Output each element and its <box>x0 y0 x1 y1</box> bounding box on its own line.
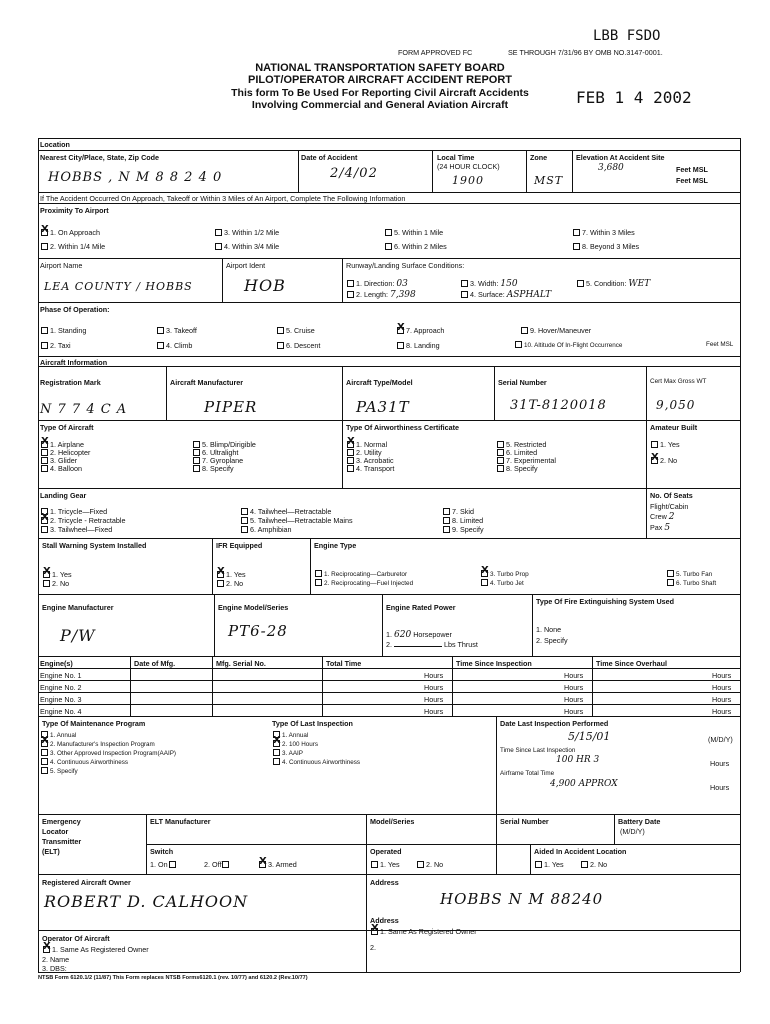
stamp-date: FEB 1 4 2002 <box>576 88 692 107</box>
last-3[interactable]: 3. AAIP <box>272 749 303 757</box>
switch-off[interactable]: 2. Off <box>204 860 231 869</box>
checkbox[interactable] <box>157 342 164 349</box>
feet-msl-2: Feet MSL <box>676 176 708 185</box>
checkbox[interactable] <box>667 579 674 586</box>
checkbox[interactable] <box>41 749 48 756</box>
feet-msl-1: Feet MSL <box>676 165 708 174</box>
fire-none[interactable]: 1. None <box>536 625 562 634</box>
checkbox-checked[interactable] <box>397 327 404 334</box>
hours: Hours <box>424 683 444 692</box>
prox-4[interactable]: 4. Within 3/4 Mile <box>214 242 279 251</box>
checkbox-checked[interactable] <box>41 229 48 236</box>
cert-1[interactable]: X1. Normal <box>346 440 387 449</box>
operator-3: 3. DBS: <box>42 964 67 973</box>
airport-name-label: Airport Name <box>40 261 83 270</box>
stall-label: Stall Warning System Installed <box>42 541 147 550</box>
airport-name-value: LEA COUNTY / HOBBS <box>44 280 193 293</box>
checkbox[interactable] <box>443 526 450 533</box>
phase-4[interactable]: 4. Climb <box>156 341 192 350</box>
checkbox[interactable] <box>41 457 48 464</box>
stall-no[interactable]: 2. No <box>42 579 69 588</box>
runway-cond[interactable]: 5. Condition: WET <box>576 279 650 289</box>
phase-5[interactable]: 5. Cruise <box>276 326 315 335</box>
cert-7[interactable]: 7. Experimental <box>496 456 556 465</box>
stamp-office: LBB FSDO <box>593 28 661 44</box>
checkbox[interactable] <box>193 449 200 456</box>
checkbox-checked[interactable] <box>43 571 50 578</box>
col-serial: Mfg. Serial No. <box>216 659 266 668</box>
prox-2[interactable]: 2. Within 1/4 Mile <box>40 242 105 251</box>
time-label: Local Time <box>437 153 475 162</box>
runway-dir[interactable]: 1. Direction: 03 <box>346 279 408 289</box>
title-line2: PILOT/OPERATOR AIRCRAFT ACCIDENT REPORT <box>248 74 512 86</box>
form-approved: FORM APPROVED FC <box>398 48 473 57</box>
zone-value: MST <box>534 174 564 187</box>
city-label: Nearest City/Place, State, Zip Code <box>40 153 160 162</box>
amateur-yes[interactable]: 1. Yes <box>650 440 680 449</box>
operated-yes[interactable]: 1. Yes <box>370 860 400 869</box>
owner-label: Registered Aircraft Owner <box>42 878 131 887</box>
checkbox[interactable] <box>417 861 424 868</box>
checkbox[interactable] <box>461 291 468 298</box>
fire-label: Type Of Fire Extinguishing System Used <box>536 597 675 606</box>
checkbox-checked[interactable] <box>481 570 488 577</box>
type-5[interactable]: 5. Blimp/Dirigible <box>192 440 256 449</box>
owner-value: ROBERT D. CALHOON <box>44 892 249 911</box>
hours: Hours <box>564 707 584 716</box>
elt-l1: Emergency <box>42 817 81 826</box>
checkbox[interactable] <box>497 465 504 472</box>
checkbox[interactable] <box>347 449 354 456</box>
airframe-label: Airframe Total Time <box>500 770 555 777</box>
checkbox[interactable] <box>397 342 404 349</box>
checkbox[interactable] <box>222 861 229 868</box>
elt-l2: Locator <box>42 827 69 836</box>
switch-on[interactable]: 1. On <box>150 860 178 869</box>
airport-ident-label: Airport Ident <box>226 261 266 270</box>
location-note: If The Accident Occurred On Approach, Takeoff or Within 3 Miles of An Airport, Complete The Following Information <box>40 194 406 203</box>
elev-label: Elevation At Accident Site <box>576 153 665 162</box>
since-value: 100 HR 3 <box>556 755 600 765</box>
maint-label: Type Of Maintenance Program <box>42 719 146 728</box>
phase-6[interactable]: 6. Descent <box>276 341 320 350</box>
checkbox[interactable] <box>41 243 48 250</box>
cert-4[interactable]: 4. Transport <box>346 464 394 473</box>
engine-type-6[interactable]: 6. Turbo Shaft <box>666 579 716 587</box>
amateur-no[interactable]: X2. No <box>650 456 677 465</box>
engine-type-label: Engine Type <box>314 541 357 550</box>
checkbox-checked[interactable] <box>41 517 48 524</box>
runway-len[interactable]: 2. Length: 7,398 <box>346 290 416 300</box>
hours: Hours <box>424 671 444 680</box>
seats-pax: Pax 5 <box>650 523 671 533</box>
checkbox[interactable] <box>41 465 48 472</box>
checkbox-checked[interactable] <box>43 946 50 953</box>
checkbox[interactable] <box>157 327 164 334</box>
phase-2[interactable]: 2. Taxi <box>40 341 71 350</box>
type-2[interactable]: 2. Helicopter <box>40 448 90 457</box>
checkbox[interactable] <box>581 861 588 868</box>
type-4[interactable]: 4. Balloon <box>40 464 82 473</box>
type-3[interactable]: 3. Glider <box>40 456 77 465</box>
gross-value: 9,050 <box>656 398 696 412</box>
elt-serial-label: Serial Number <box>500 817 549 826</box>
operated-no[interactable]: 2. No <box>416 860 443 869</box>
checkbox[interactable] <box>241 526 248 533</box>
engine-model-label: Engine Model/Series <box>218 603 289 612</box>
checkbox[interactable] <box>215 229 222 236</box>
gear-2[interactable]: X2. Tricycle - Retractable <box>40 516 126 525</box>
title-line4: Involving Commercial and General Aviation Aircraft <box>251 99 509 111</box>
phase-10[interactable]: 10. Altitude Of In-Flight Occurrence <box>514 341 622 349</box>
checkbox-checked[interactable] <box>273 740 280 747</box>
checkbox[interactable] <box>385 229 392 236</box>
phase-9[interactable]: 9. Hover/Maneuver <box>520 326 591 335</box>
checkbox[interactable] <box>443 508 450 515</box>
engine-power-label: Engine Rated Power <box>386 603 456 612</box>
switch-armed[interactable]: X 3. Armed <box>258 860 297 869</box>
checkbox[interactable] <box>41 327 48 334</box>
checkbox[interactable] <box>347 280 354 287</box>
model-value: PA31T <box>356 398 410 416</box>
maint-3[interactable]: 3. Other Approved Inspection Program(AAIP) <box>40 749 176 757</box>
airport-ident-value: HOB <box>244 276 286 295</box>
location-section: Location <box>40 140 70 149</box>
time-value: 1900 <box>452 174 484 187</box>
zone-label: Zone <box>530 153 548 162</box>
seats-crew: Crew 2 <box>650 512 675 522</box>
gear-label: Landing Gear <box>40 491 87 500</box>
phase-8[interactable]: 8. Landing <box>396 341 440 350</box>
runway-surface[interactable]: 4. Surface: ASPHALT <box>460 290 551 300</box>
ifr-no[interactable]: 2. No <box>216 579 243 588</box>
stall-yes[interactable]: X1. Yes <box>42 570 72 579</box>
elev-value: 3,680 <box>598 163 624 173</box>
proximity-label: Proximity To Airport <box>40 206 109 215</box>
cert-2[interactable]: 2. Utility <box>346 448 382 457</box>
maint-4[interactable]: 4. Continuous Airworthiness <box>40 758 128 766</box>
aided-yes[interactable]: 1. Yes <box>534 860 564 869</box>
last-date-value: 5/15/01 <box>568 730 611 743</box>
operator-2: 2. Name <box>42 955 70 964</box>
phase-1[interactable]: 1. Standing <box>40 326 86 335</box>
type-8[interactable]: 8. Specify <box>192 464 234 473</box>
engine-row-2: Engine No. 2 <box>40 683 82 692</box>
gear-4[interactable]: 4. Tailwheel—Retractable <box>240 507 331 516</box>
checkbox[interactable] <box>385 243 392 250</box>
title-line1: NATIONAL TRANSPORTATION SAFETY BOARD <box>255 62 505 74</box>
checkbox-checked[interactable] <box>651 457 658 464</box>
seats-flight: Flight/Cabin <box>650 502 689 511</box>
gear-8[interactable]: 8. Limited <box>442 516 483 525</box>
checkbox[interactable] <box>41 342 48 349</box>
col-total-time: Total Time <box>326 659 362 668</box>
checkbox[interactable] <box>41 758 48 765</box>
battery-sub: (M/D/Y) <box>620 827 645 836</box>
hours: Hours <box>712 695 732 704</box>
engine-mfr-value: P/W <box>60 626 96 645</box>
checkbox[interactable] <box>347 465 354 472</box>
owner-address-value: HOBBS N M 88240 <box>440 890 604 908</box>
aircraft-section: Aircraft Information <box>40 358 108 367</box>
serial-label: Serial Number <box>498 378 547 387</box>
gear-9[interactable]: 9. Specify <box>442 525 484 534</box>
checkbox[interactable] <box>443 517 450 524</box>
operator-address-2: 2. <box>370 943 376 952</box>
checkbox[interactable] <box>481 579 488 586</box>
cert-8[interactable]: 8. Specify <box>496 464 538 473</box>
prox-7[interactable]: 7. Within 3 Miles <box>572 228 635 237</box>
checkbox[interactable] <box>573 229 580 236</box>
checkbox-checked[interactable] <box>347 441 354 448</box>
serial-value: 31T-8120018 <box>510 398 607 413</box>
hours: Hours <box>712 683 732 692</box>
checkbox[interactable] <box>667 570 674 577</box>
checkbox[interactable] <box>41 449 48 456</box>
switch-label: Switch <box>150 847 174 856</box>
hours: Hours <box>712 671 732 680</box>
prox-5[interactable]: 5. Within 1 Mile <box>384 228 443 237</box>
checkbox[interactable] <box>651 441 658 448</box>
type-1[interactable]: X1. Airplane <box>40 440 84 449</box>
phase-label: Phase Of Operation: <box>40 305 110 314</box>
col-since-insp: Time Since Inspection <box>456 659 532 668</box>
phase-feet-msl: Feet MSL <box>706 341 734 348</box>
engine-type-5[interactable]: 5. Turbo Fan <box>666 570 712 578</box>
operator-1[interactable]: X1. Same As Registered Owner <box>42 945 149 954</box>
engine-type-4[interactable]: 4. Turbo Jet <box>480 579 524 587</box>
gross-label: Cert Max Gross WT <box>650 378 707 385</box>
engine-mfr-label: Engine Manufacturer <box>42 603 114 612</box>
mfr-value: PIPER <box>204 398 258 416</box>
maint-5[interactable]: 5. Specify <box>40 767 78 775</box>
col-engines: Engine(s) <box>40 659 73 668</box>
checkbox[interactable] <box>371 861 378 868</box>
cert-label: Type Of Airworthiness Certificate <box>346 423 460 432</box>
engine-row-1: Engine No. 1 <box>40 671 82 680</box>
runway-label: Runway/Landing Surface Conditions: <box>346 261 465 270</box>
phase-3[interactable]: 3. Takeoff <box>156 326 197 335</box>
engine-row-4: Engine No. 4 <box>40 707 82 716</box>
title-line3: This form To Be Used For Reporting Civil Aircraft Accidents <box>231 87 529 99</box>
checkbox-checked[interactable] <box>371 928 378 935</box>
gear-5[interactable]: 5. Tailwheel—Retractable Mains <box>240 516 353 525</box>
type-6[interactable]: 6. Ultralight <box>192 448 238 457</box>
hours: Hours <box>564 695 584 704</box>
checkbox[interactable] <box>193 441 200 448</box>
operator-address-label: Address <box>370 916 399 925</box>
checkbox[interactable] <box>217 580 224 587</box>
phase-7[interactable]: X7. Approach <box>396 326 444 335</box>
reg-value: N 7 7 4 C A <box>40 402 128 417</box>
operator-address-1[interactable]: X1. Same As Registered Owner <box>370 927 477 936</box>
elt-l4: (ELT) <box>42 847 60 856</box>
airframe-hours: Hours <box>710 783 730 792</box>
last-2[interactable]: X2. 100 Hours <box>272 740 318 748</box>
expires-text: SE THROUGH 7/31/96 BY OMB NO.3147-0001. <box>508 48 663 57</box>
checkbox[interactable] <box>241 517 248 524</box>
checkbox[interactable] <box>277 342 284 349</box>
cert-3[interactable]: 3. Acrobatic <box>346 456 394 465</box>
fire-specify[interactable]: 2. Specify <box>536 636 568 645</box>
owner-address-label: Address <box>370 878 399 887</box>
checkbox[interactable] <box>535 861 542 868</box>
airframe-value: 4,900 APPROX <box>550 779 618 789</box>
elt-model-label: Model/Series <box>370 817 415 826</box>
checkbox[interactable] <box>277 327 284 334</box>
checkbox[interactable] <box>573 243 580 250</box>
battery-label: Battery Date <box>618 817 661 826</box>
engine-power-1: 1. 620 Horsepower <box>386 630 452 640</box>
checkbox[interactable] <box>347 457 354 464</box>
hours: Hours <box>424 695 444 704</box>
engine-model-value: PT6-28 <box>228 622 288 640</box>
last-4[interactable]: 4. Continuous Airworthiness <box>272 758 360 766</box>
runway-width[interactable]: 3. Width: 150 <box>460 279 518 289</box>
checkbox[interactable] <box>461 280 468 287</box>
prox-8[interactable]: 8. Beyond 3 Miles <box>572 242 639 251</box>
city-value: HOBBS , N M 8 8 2 4 0 <box>48 170 223 185</box>
operator-label: Operator Of Aircraft <box>42 934 110 943</box>
checkbox[interactable] <box>347 291 354 298</box>
reg-label: Registration Mark <box>40 378 101 387</box>
checkbox[interactable] <box>241 508 248 515</box>
cert-5[interactable]: 5. Restricted <box>496 440 546 449</box>
date-label: Date of Accident <box>301 153 358 162</box>
checkbox[interactable] <box>41 526 48 533</box>
gear-3[interactable]: 3. Tailwheel—Fixed <box>40 525 112 534</box>
checkbox-checked[interactable] <box>41 740 48 747</box>
last-date-label: Date Last Inspection Performed <box>500 719 609 728</box>
col-date-mfg: Date of Mfg. <box>134 659 176 668</box>
checkbox[interactable] <box>193 465 200 472</box>
gear-7[interactable]: 7. Skid <box>442 507 474 516</box>
elt-l3: Transmitter <box>42 837 82 846</box>
checkbox[interactable] <box>43 580 50 587</box>
maint-1[interactable]: 1. Annual <box>40 731 76 739</box>
since-label: Time Since Last Inspection <box>500 747 576 754</box>
type-label: Type Of Aircraft <box>40 423 94 432</box>
engine-type-2[interactable]: 2. Reciprocating—Fuel Injected <box>314 579 413 587</box>
engine-type-1[interactable]: 1. Reciprocating—Carburetor <box>314 570 407 578</box>
checkbox-checked[interactable] <box>259 861 266 868</box>
type-7[interactable]: 7. Gyroplane <box>192 456 243 465</box>
since-hours: Hours <box>710 759 730 768</box>
gear-1[interactable]: 1. Tricycle—Fixed <box>40 507 107 516</box>
checkbox[interactable] <box>273 749 280 756</box>
aided-no[interactable]: 2. No <box>580 860 607 869</box>
checkbox[interactable] <box>215 243 222 250</box>
engine-type-3[interactable]: X3. Turbo Prop <box>480 570 529 578</box>
maint-2[interactable]: X2. Manufacturer's Inspection Program <box>40 740 155 748</box>
hours: Hours <box>564 671 584 680</box>
checkbox[interactable] <box>577 280 584 287</box>
elt-mfr-label: ELT Manufacturer <box>150 817 211 826</box>
amateur-label: Amateur Built <box>650 423 698 432</box>
prox-1[interactable]: X1. On Approach <box>40 228 100 237</box>
checkbox[interactable] <box>41 767 48 774</box>
last-insp-label: Type Of Last Inspection <box>272 719 353 728</box>
time-sub: (24 HOUR CLOCK) <box>437 162 500 171</box>
hours: Hours <box>424 707 444 716</box>
checkbox[interactable] <box>315 579 322 586</box>
hours: Hours <box>564 683 584 692</box>
mdy: (M/D/Y) <box>708 735 733 744</box>
last-1[interactable]: 1. Annual <box>272 731 308 739</box>
checkbox-checked[interactable] <box>41 441 48 448</box>
checkbox[interactable] <box>497 441 504 448</box>
mfr-label: Aircraft Manufacturer <box>170 378 244 387</box>
checkbox[interactable] <box>497 457 504 464</box>
ifr-yes[interactable]: X1. Yes <box>216 570 246 579</box>
hours: Hours <box>712 707 732 716</box>
cert-6[interactable]: 6. Limited <box>496 448 537 457</box>
checkbox[interactable] <box>521 327 528 334</box>
ifr-label: IFR Equipped <box>216 541 263 550</box>
gear-6[interactable]: 6. Amphibian <box>240 525 292 534</box>
checkbox[interactable] <box>315 570 322 577</box>
engine-power-2: 2. Lbs Thrust <box>386 640 478 649</box>
seats-label: No. Of Seats <box>650 491 693 500</box>
checkbox[interactable] <box>193 457 200 464</box>
model-label: Aircraft Type/Model <box>346 378 413 387</box>
checkbox[interactable] <box>497 449 504 456</box>
operated-label: Operated <box>370 847 402 856</box>
checkbox-checked[interactable] <box>217 571 224 578</box>
checkbox[interactable] <box>273 758 280 765</box>
checkbox[interactable] <box>515 341 522 348</box>
prox-3[interactable]: 3. Within 1/2 Mile <box>214 228 279 237</box>
engine-row-3: Engine No. 3 <box>40 695 82 704</box>
footer-text: NTSB Form 6120.1/2 (11/87) This Form replaces NTSB Forms6120.1 (rev. 10/77) and 6120.2 (Rev.10/77) <box>38 975 308 981</box>
prox-6[interactable]: 6. Within 2 Miles <box>384 242 447 251</box>
date-value: 2/4/02 <box>330 166 378 181</box>
col-since-overhaul: Time Since Overhaul <box>596 659 667 668</box>
checkbox[interactable] <box>169 861 176 868</box>
aided-label: Aided In Accident Location <box>534 847 627 856</box>
